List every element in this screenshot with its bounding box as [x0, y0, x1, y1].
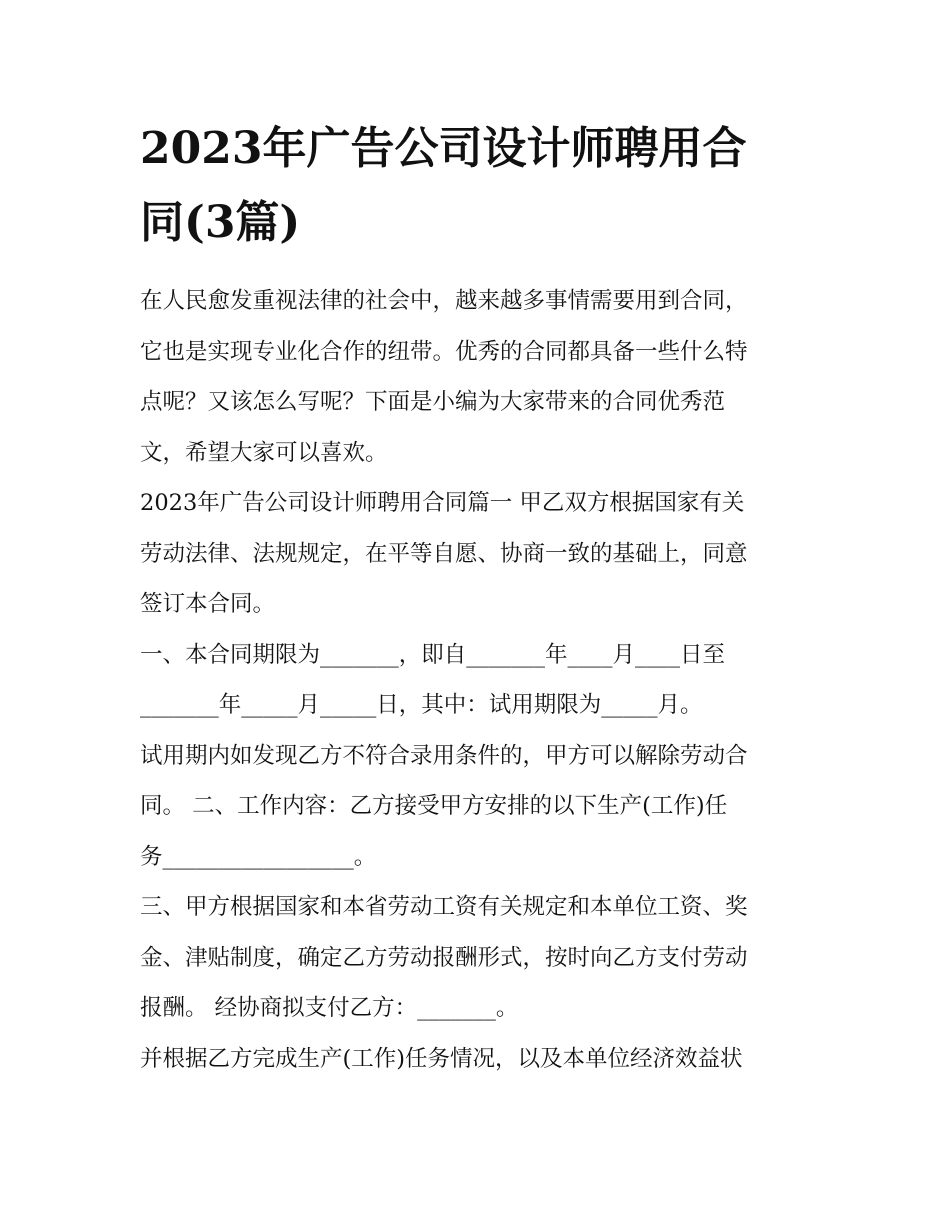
text-line: 金、津贴制度，确定乙方劳动报酬形式，按时向乙方支付劳动	[140, 944, 748, 971]
text-line: 并根据乙方完成生产(工作)任务情况，以及本单位经济效益状	[140, 1045, 743, 1072]
document-title	[140, 112, 820, 260]
contract-term-paragraph	[140, 630, 820, 731]
text-line: 点呢？又该怎么写呢？下面是小编为大家带来的合同优秀范	[140, 389, 726, 415]
text-line: 试用期内如发现乙方不符合录用条件的，甲方可以解除劳动合	[140, 742, 748, 769]
text-line: 报酬。 经协商拟支付乙方：_______。	[140, 995, 519, 1021]
text-line: 文，希望大家可以喜欢。	[140, 439, 388, 466]
text-line: 签订本合同。	[140, 591, 276, 617]
text-line: 同。 二、工作内容：乙方接受甲方安排的以下生产(工作)任	[140, 793, 728, 819]
text-line: _______年_____月_____日，其中：试用期限为_____月。	[140, 692, 703, 718]
probation-and-duties-paragraph	[140, 731, 820, 883]
text-line: 一、本合同期限为_______，即自_______年____月____日至	[140, 641, 726, 668]
text-line: 务_________________。	[140, 843, 377, 870]
compensation-paragraph	[140, 882, 820, 1034]
contract-preamble-paragraph	[140, 478, 820, 630]
text-line: 在人民愈发重视法律的社会中，越来越多事情需要用到合同，	[140, 288, 748, 314]
text-line: 三、甲方根据国家和本省劳动工资有关规定和本单位工资、奖	[140, 894, 748, 920]
text-line: 它也是实现专业化合作的纽带。优秀的合同都具备一些什么特	[140, 338, 748, 365]
intro-paragraph	[140, 276, 820, 478]
performance-paragraph	[140, 1034, 820, 1085]
title-line: 同(3篇)	[140, 197, 301, 248]
text-line: 2023年广告公司设计师聘用合同篇一 甲乙双方根据国家有关	[140, 490, 745, 516]
text-line: 劳动法律、法规规定，在平等自愿、协商一致的基础上，同意	[140, 540, 748, 567]
document-page	[140, 112, 820, 1084]
title-line: 2023年广告公司设计师聘用合	[140, 123, 747, 174]
